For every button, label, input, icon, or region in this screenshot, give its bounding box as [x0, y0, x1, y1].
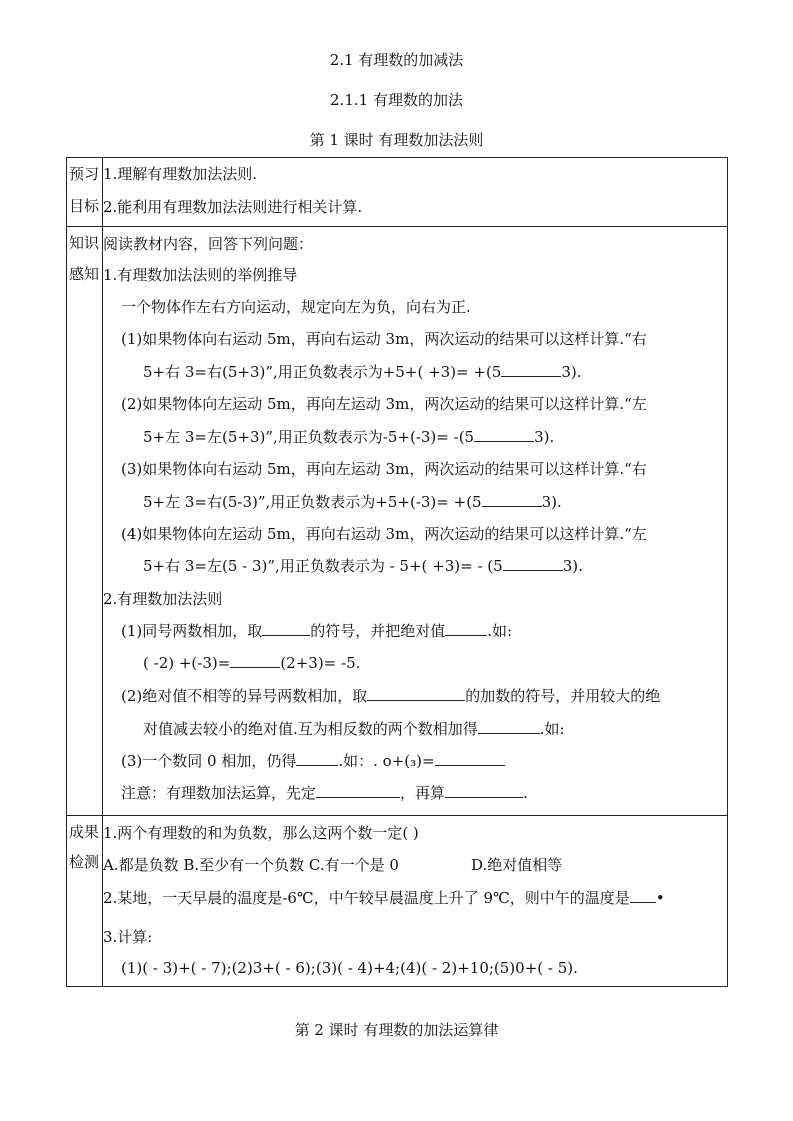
case-4-blank[interactable]	[503, 556, 563, 571]
question-3-items: (1)( - 3)+( - 7);(2)3+( - 6);(3)( - 4)+4;(4)( - 2)+10;(5)0+( - 5).	[121, 959, 578, 977]
check-label-1: 成果	[69, 823, 100, 841]
note-blank-b[interactable]	[445, 783, 523, 798]
rule-3-text-a: (3)一个数同 0 相加，仍得	[121, 752, 297, 770]
rule-2-blank-b[interactable]	[478, 719, 540, 734]
rule-2-blank-a[interactable]	[367, 686, 465, 701]
rule-3-text-b: .如：. o+(₃)=	[338, 752, 435, 770]
rule-2-text-c: 对值减去较小的绝对值.互为相反数的两个数相加得	[143, 720, 478, 738]
note-blank-a[interactable]	[316, 783, 400, 798]
knowledge-label-1: 知识	[69, 234, 100, 252]
case-3-blank[interactable]	[482, 492, 542, 507]
heading-2: 2.有理数加法法则	[103, 590, 223, 608]
rule-1-text-c: .如:	[487, 622, 513, 640]
rule-3	[121, 750, 505, 772]
rule-2-text-d: .如:	[539, 720, 565, 738]
case-1-line-2	[143, 361, 582, 383]
check-label-2: 检测	[69, 853, 100, 871]
case-3-text: 5+左 3=右(5-3)”,用正负数表示为+5+(-3)= +(5	[143, 493, 482, 511]
rule-1-text-b: 的符号，并把绝对值	[310, 622, 446, 640]
case-4-line-2	[143, 555, 583, 577]
rule-1-blank-a[interactable]	[262, 621, 310, 636]
case-1-text: 5+右 3=右(5+3)”,用正负数表示为+5+( +3)= +(5	[143, 363, 502, 381]
case-3-line-1: (3)如果物体向右运动 5m，再向左运动 3m，两次运动的结果可以这样计算.“右	[121, 460, 647, 478]
question-2	[103, 887, 665, 909]
case-2-blank[interactable]	[474, 427, 534, 442]
scene-text: 一个物体作左右方向运动，规定向左为负，向右为正.	[121, 298, 471, 316]
note	[121, 782, 528, 804]
lesson-table	[66, 157, 728, 987]
preview-label-1: 预习	[69, 165, 100, 183]
subsection-title: 2.1.1 有理数的加法	[330, 91, 463, 109]
case-4-line-1: (4)如果物体向左运动 5m，再向右运动 3m，两次运动的结果可以这样计算.“左	[121, 525, 647, 543]
case-1-blank[interactable]	[501, 362, 561, 377]
question-2-text: 2.某地，一天早晨的温度是-6℃，中午较早晨温度上升了 9℃，则中午的温度是	[103, 889, 630, 907]
case-1-end: 3).	[561, 363, 582, 381]
knowledge-label-2: 感知	[69, 265, 100, 283]
case-3-end: 3).	[541, 493, 562, 511]
note-text-a: 注意：有理数加法运算，先定	[121, 784, 317, 802]
rule-2-text-b: 的加数的符号，并用较大的绝	[465, 687, 661, 705]
goal-2: 2.能利用有理数加法法则进行相关计算.	[103, 198, 363, 216]
question-3: 3.计算:	[103, 928, 153, 946]
row-divider-2	[67, 815, 727, 816]
question-2-blank[interactable]	[630, 888, 656, 903]
question-1: 1.两个有理数的和为负数，那么这两个数一定( )	[103, 824, 419, 842]
question-1-option-d: D.绝对值相等	[470, 856, 563, 874]
lesson-1-title: 第 1 课时 有理数加法法则	[309, 131, 484, 149]
question-1-options-abc: A.都是负数 B.至少有一个负数 C.有一个是 0	[103, 856, 399, 874]
row-divider-1	[67, 226, 727, 227]
rule-1-example-blank[interactable]	[230, 653, 280, 668]
rule-1-blank-b[interactable]	[445, 621, 487, 636]
rule-2-text-a: (2)绝对值不相等的异号两数相加，取	[121, 687, 368, 705]
case-1-line-1: (1)如果物体向右运动 5m，再向右运动 3m，两次运动的结果可以这样计算.“右	[121, 330, 647, 348]
lesson-2-title: 第 2 课时 有理数的加法运算律	[294, 1021, 499, 1039]
rule-3-blank-a[interactable]	[296, 751, 338, 766]
knowledge-intro: 阅读教材内容，回答下列问题：	[103, 235, 314, 253]
case-3-line-2	[143, 491, 562, 513]
rule-1	[121, 620, 512, 642]
case-2-line-1: (2)如果物体向左运动 5m，再向左运动 3m，两次运动的结果可以这样计算.“左	[121, 395, 647, 413]
case-4-end: 3).	[562, 557, 583, 575]
rule-1-example-b: (2+3)= -5.	[280, 654, 361, 672]
goal-1: 1.理解有理数加法法则.	[103, 165, 258, 183]
case-4-text: 5+右 3=左(5 - 3)”,用正负数表示为 - 5+( +3)= - (5	[143, 557, 503, 575]
rule-1-text-a: (1)同号两数相加，取	[121, 622, 263, 640]
case-2-text: 5+左 3=左(5+3)”,用正负数表示为-5+(-3)= -(5	[143, 428, 475, 446]
rule-2-line-2	[143, 718, 565, 740]
note-text-b: ，再算	[400, 784, 446, 802]
rule-1-example-a: ( -2) +(-3)=	[143, 654, 231, 672]
note-text-c: .	[523, 784, 528, 802]
rule-3-blank-b[interactable]	[435, 751, 505, 766]
rule-2	[121, 685, 660, 707]
question-1-options	[103, 854, 562, 876]
rule-1-example	[143, 652, 360, 674]
section-title: 2.1 有理数的加减法	[329, 51, 464, 69]
case-2-line-2	[143, 426, 554, 448]
case-2-end: 3).	[534, 428, 555, 446]
preview-label-2: 目标	[69, 197, 100, 215]
heading-1: 1.有理数加法法则的举例推导	[103, 266, 298, 284]
question-2-end: •	[655, 889, 665, 907]
